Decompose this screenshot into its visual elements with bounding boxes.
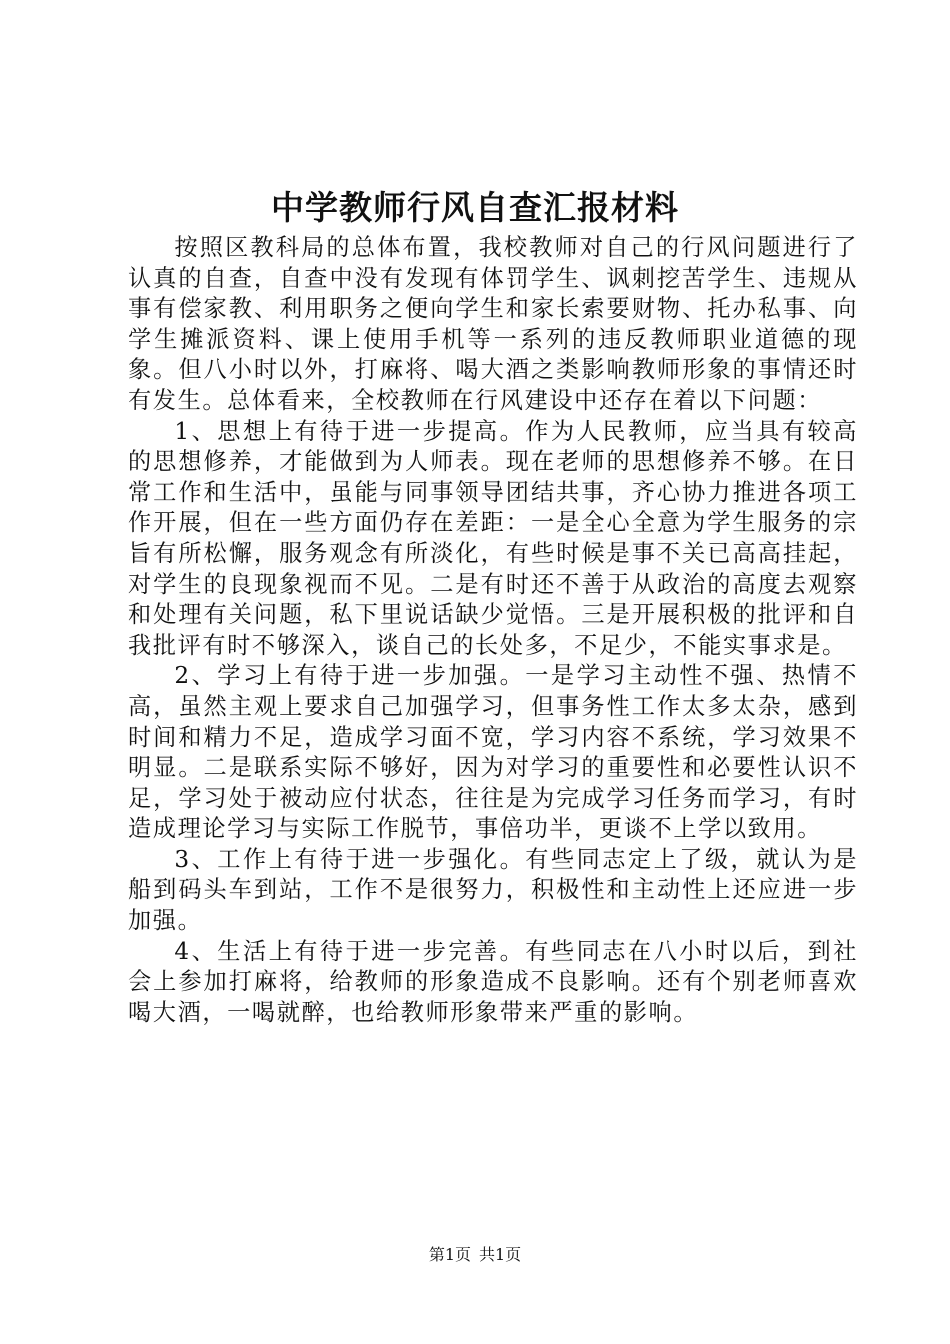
- page-footer: [0, 1244, 950, 1266]
- document-body: [128, 233, 858, 1028]
- document-title: 中学教师行风自查汇报材料: [271, 188, 679, 227]
- page-total: 共1页: [479, 1245, 522, 1264]
- paragraph-item-3: 3、工作上有待于进一步强化。有些同志定上了级，就认为是船到码头车到站，工作不是很努力，积极性和主动性上还应进一步加强。: [128, 845, 858, 935]
- paragraph-item-2: 2、学习上有待于进一步加强。一是学习主动性不强、热情不高，虽然主观上要求自己加强学习，但事务性工作太多太杂，感到时间和精力不足，造成学习面不宽，学习内容不系统，学习效果不明显。二是联系实际不够好，因为对学习的重要性和必要性认识不足，学习处于被动应付状态，往往是为完成学习任务而学习，有时造成理论学习与实际工作脱节，事倍功半，更谈不上学以致用。: [128, 662, 858, 843]
- page-number: 第1页: [428, 1245, 471, 1264]
- paragraph-intro: 按照区教科局的总体布置，我校教师对自己的行风问题进行了认真的自查，自查中没有发现有体罚学生、讽刺挖苦学生、违规从事有偿家教、利用职务之便向学生和家长索要财物、托办私事、向学生摊派资料、课上使用手机等一系列的违反教师职业道德的现象。但八小时以外，打麻将、喝大酒之类影响教师形象的事情还时有发生。总体看来，全校教师在行风建设中还存在着以下问题：: [128, 234, 858, 414]
- paragraph-item-4: 4、生活上有待于进一步完善。有些同志在八小时以后，到社会上参加打麻将，给教师的形象造成不良影响。还有个别老师喜欢喝大酒，一喝就醉，也给教师形象带来严重的影响。: [128, 937, 858, 1026]
- paragraph-item-1: 1、思想上有待于进一步提高。作为人民教师，应当具有较高的思想修养，才能做到为人师表。现在老师的思想修养不够。在日常工作和生活中，虽能与同事领导团结共事，齐心协力推进各项工作开展，但在一些方面仍存在差距：一是全心全意为学生服务的宗旨有所松懈，服务观念有所淡化，有些时候是事不关已高高挂起，对学生的良现象视而不见。二是有时还不善于从政治的高度去观察和处理有关问题，私下里说话缺少觉悟。三是开展积极的批评和自我批评有时不够深入，谈自己的长处多，不足少，不能实事求是。: [128, 417, 858, 659]
